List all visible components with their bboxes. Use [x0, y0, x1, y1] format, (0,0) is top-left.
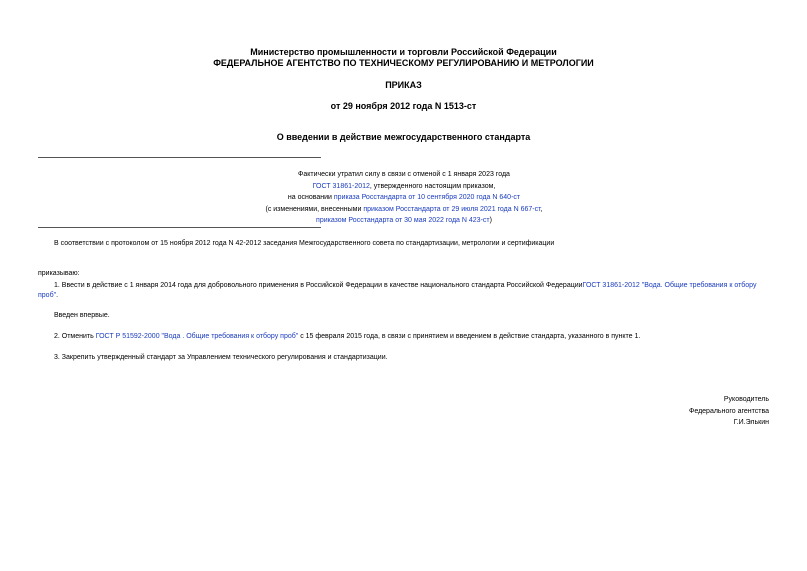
signature-title: Федерального агентства [689, 407, 769, 415]
order-667-link[interactable]: приказом Росстандарта от 29 июля 2021 года N 667-ст [363, 205, 541, 213]
order-word: приказываю: [38, 270, 80, 277]
item-2-paragraph: 2. Отменить ГОСТ Р 51592-2000 "Вода . Общие требования к отбору проб" с 15 февраля 2015 года, в связи с принятием и введением в действие стандарта, указанного в пункте 1. [54, 333, 641, 340]
signature-title: Руководитель [723, 396, 769, 403]
status-note-line: на основании приказа Росстандарта от 10 сентября 2020 года N 640-ст [287, 194, 521, 201]
status-note-line: приказом Росстандарта от 30 мая 2022 года N 423-ст) [316, 217, 492, 224]
order-423-link[interactable]: приказом Росстандарта от 30 мая 2022 года N 423-ст [316, 217, 490, 224]
gost-31861-link[interactable]: ГОСТ 31861-2012 [312, 182, 370, 190]
top-divider [38, 157, 321, 158]
bottom-divider [38, 227, 321, 228]
gost-31861-2012-link[interactable]: ГОСТ 31861-2012 "Вода. Общие требования к отбору проб" [38, 282, 757, 299]
preamble-paragraph: В соответствии с протоколом от 15 ноября 2012 года N 42-2012 заседания Межгосударственного совета по стандартизации, метрологии и сертификации [54, 240, 555, 247]
status-note [38, 169, 770, 227]
order-640-link[interactable]: приказа Росстандарта от 10 сентября 2020 года N 640-ст [333, 194, 521, 201]
ministry-name: Министерство промышленности и торговли Российской Федерации [250, 47, 557, 57]
agency-name: ФЕДЕРАЛЬНОЕ АГЕНТСТВО ПО ТЕХНИЧЕСКОМУ РЕГУЛИРОВАНИЮ И МЕТРОЛОГИИ [213, 58, 594, 68]
item-3-paragraph: 3. Закрепить утвержденный стандарт за Управлением технического регулирования и стандартизации. [54, 354, 388, 361]
gost-r-51592-link[interactable]: ГОСТ Р 51592-2000 "Вода . Общие требования к отбору проб" [95, 333, 299, 340]
signature-name: Г.И.Элькин [733, 419, 769, 426]
status-note-line: Фактически утратил силу в связи с отменой с 1 января 2023 года [298, 171, 510, 178]
signature-block [569, 394, 769, 429]
item-1-paragraph: 1. Ввести в действие с 1 января 2014 года для добровольного применения в Российской Федерации в качестве национального стандарта Российской ФедерацииГОСТ 31861-2012 "Вода. Общие требования к отбору проб". [38, 282, 757, 299]
status-note-line: (с изменениями, внесенными приказом Росстандарта от 29 июля 2021 года N 667-ст, [265, 205, 543, 213]
introduced-note: Введен впервые. [54, 312, 110, 319]
document-subject: О введении в действие межгосударственного стандарта [276, 132, 531, 142]
status-note-line: ГОСТ 31861-2012, утвержденного настоящим приказом, [312, 182, 496, 190]
document-date-number: от 29 ноября 2012 года N 1513-ст [330, 101, 477, 111]
document-type: ПРИКАЗ [385, 80, 422, 90]
